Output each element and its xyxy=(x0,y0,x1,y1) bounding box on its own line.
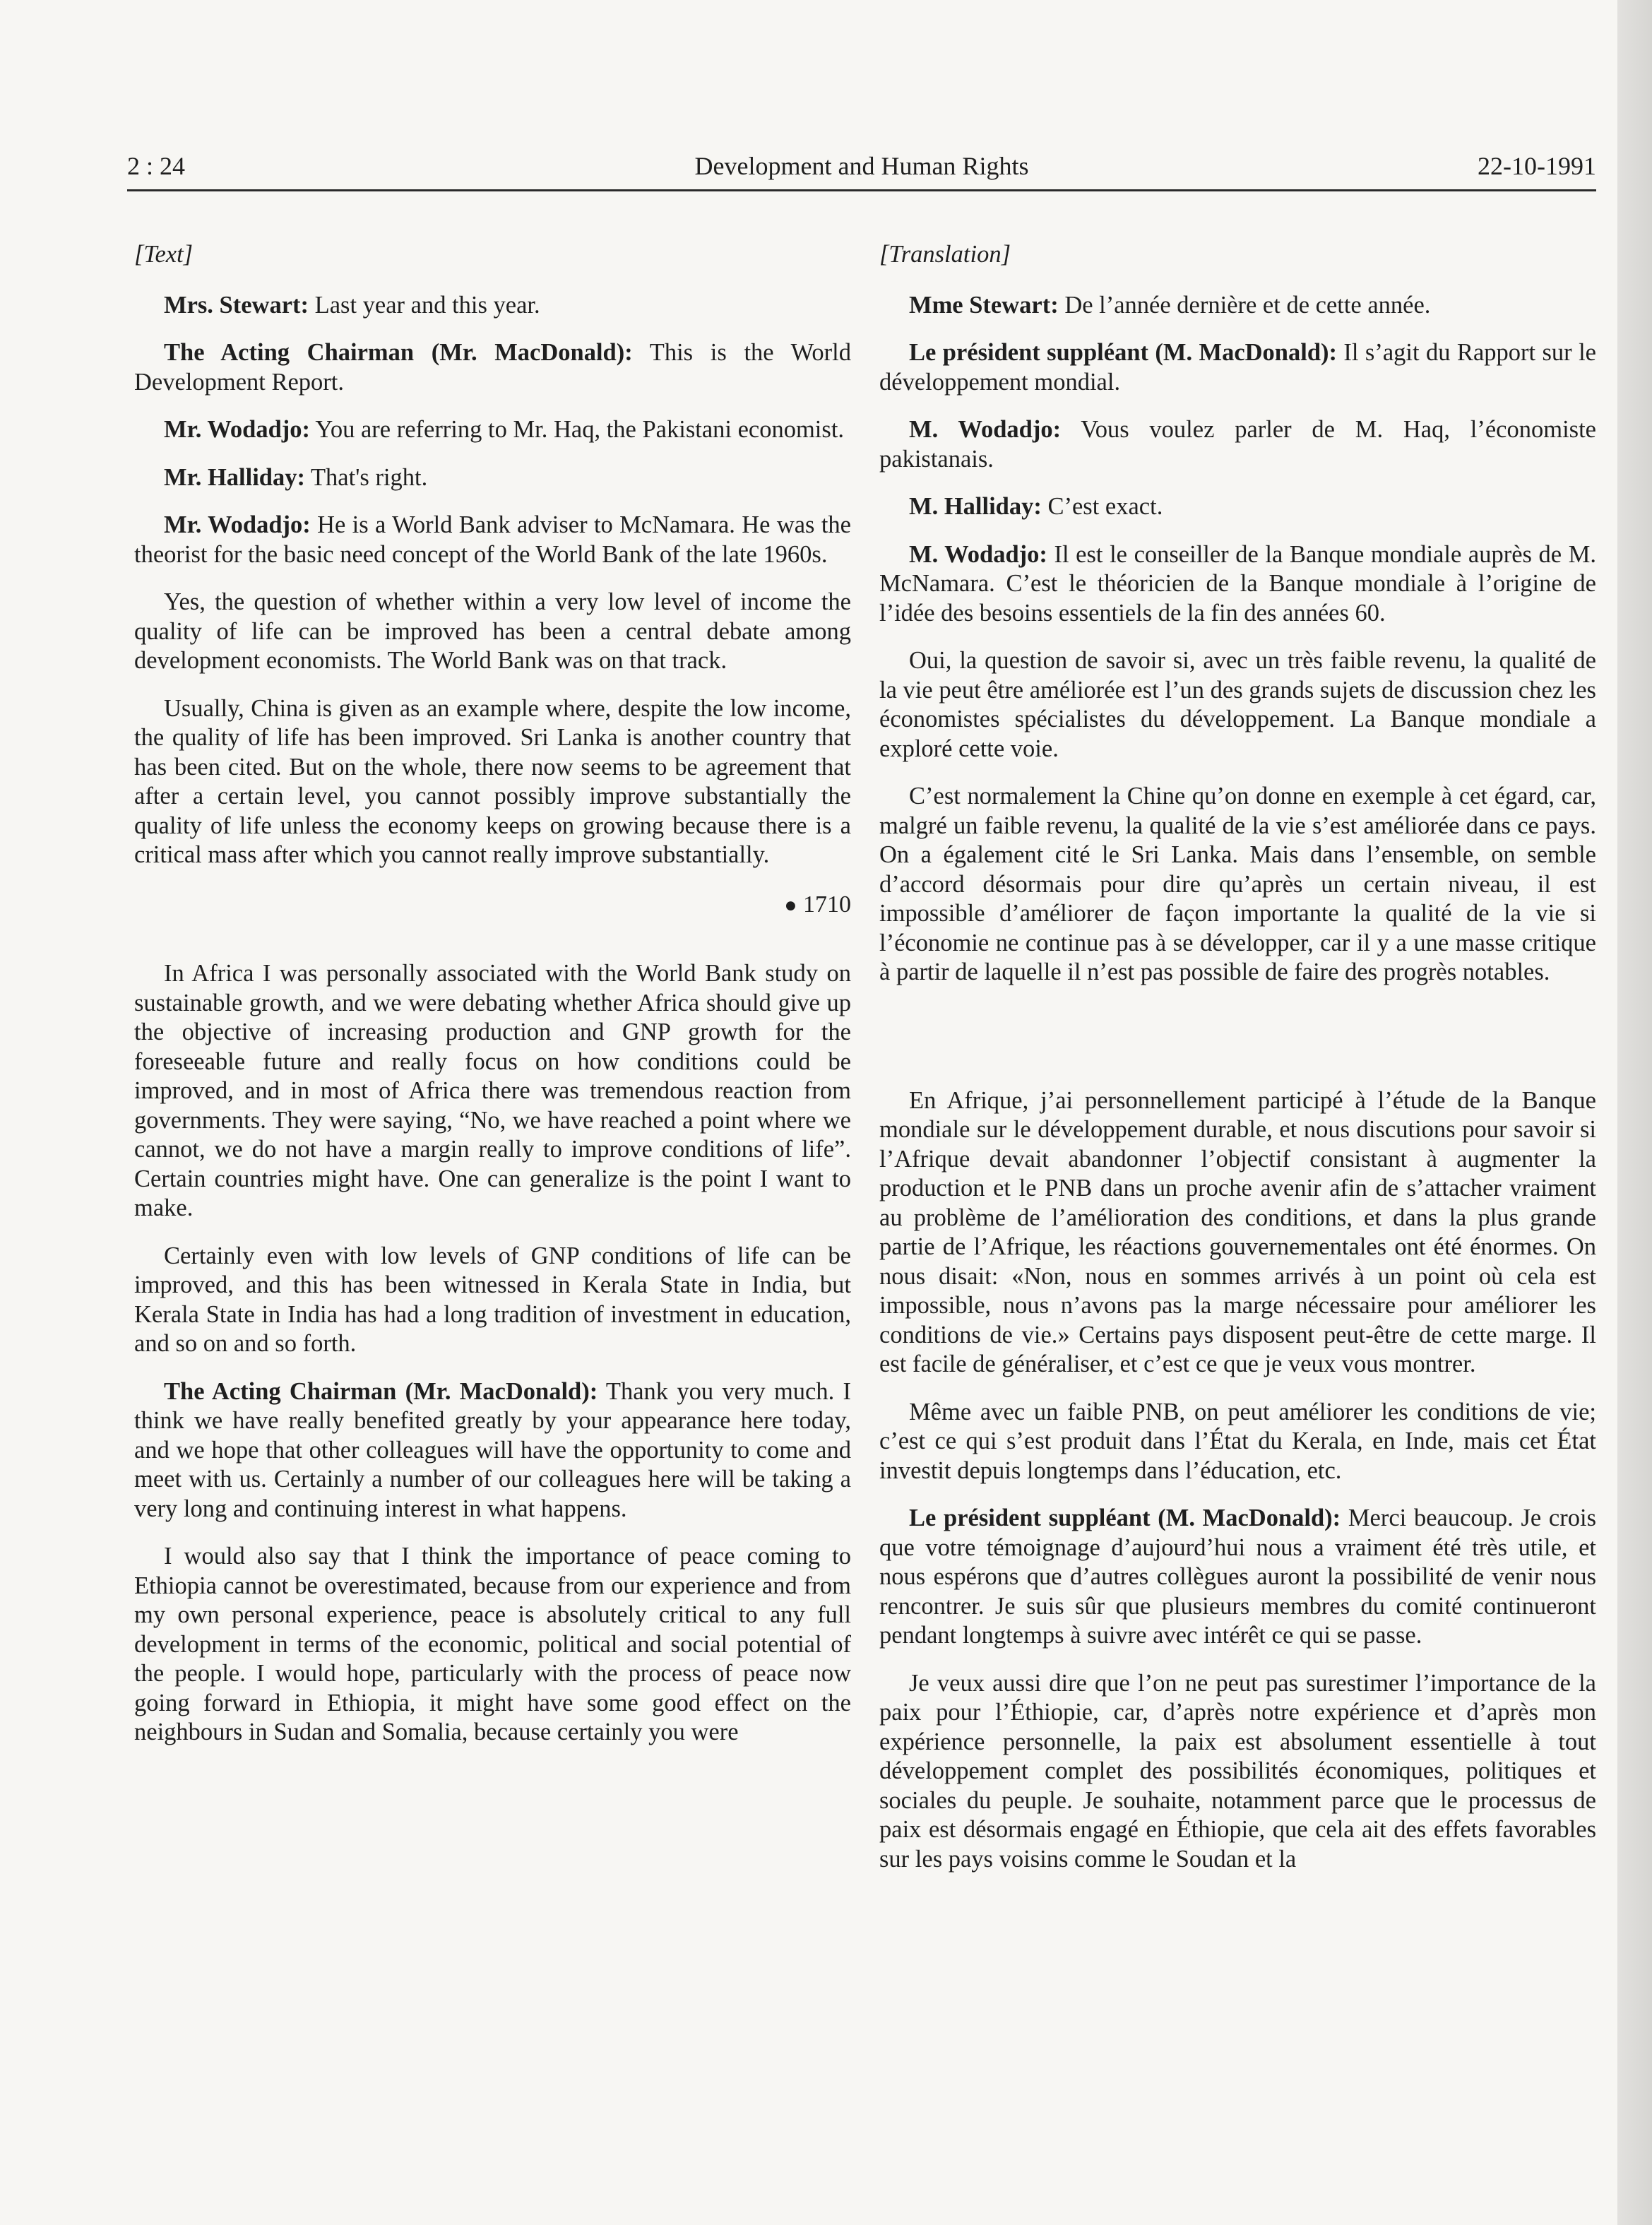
paragraph-text: You are referring to Mr. Haq, the Pakistani economist. xyxy=(310,416,845,443)
time-marker-value: 1710 xyxy=(803,891,851,918)
paragraph xyxy=(879,1669,1596,1875)
paragraph-text: Il est le conseiller de la Banque mondiale auprès de M. McNamara. C’est le théoricien de la Banque mondiale à l’origine de l’idée des besoins essentiels de la fin des années 60. xyxy=(879,540,1597,627)
paragraph xyxy=(134,338,851,397)
paragraph-text: De l’année dernière et de cette année. xyxy=(1058,291,1431,319)
speaker-name: Mme Stewart: xyxy=(909,291,1059,319)
paragraph xyxy=(879,492,1596,522)
page-number: 2 : 24 xyxy=(127,152,186,180)
speaker-name: M. Wodadjo: xyxy=(909,416,1062,443)
paragraph xyxy=(879,782,1596,987)
paragraph-text: Vous voulez parler de M. Haq, l’économiste pakistanais. xyxy=(879,416,1596,473)
header-date: 22-10-1991 xyxy=(1478,152,1596,180)
paragraph-text: En Afrique, j’ai personnellement participé à l’étude de la Banque mondiale sur le développement durable, et nous discutions pour savoir si l’Afrique devait abandonner l’objectif consistant à augmenter la production et le PNB dans un proche avenir afin de s’attacher vraiment au problème de l’amélioration des conditions, et dans la plus grande partie de l’Afrique, les réactions gouvernementales ont été énormes. On nous disait: «Non, nous en sommes arrivés à un point où cela est impossible, nous n’avons pas la marge nécessaire pour améliorer les conditions de vie.» Certains pays disposent peut-être de cette marge. Il est facile de généraliser, et c’est ce que je veux vous montrer. xyxy=(879,1086,1596,1377)
paragraph-text: Je veux aussi dire que l’on ne peut pas surestimer l’importance de la paix pour l’Éthiopie, car, d’après notre expérience et d’après mon expérience personnelle, la paix est absolument essentielle à tout développement complet des possibilités économiques, politiques et sociales du peuple. Je souhaite, notamment parce que le processus de paix est désormais engagé en Éthiopie, que cela ait des effets favorables sur les pays voisins comme le Soudan et la xyxy=(879,1669,1596,1873)
paragraph-text: C’est normalement la Chine qu’on donne en exemple à cet égard, car, malgré un faible revenu, la qualité de la vie s’est améliorée dans ce pays. On a également cité le Sri Lanka. Mais dans l’ensemble, on semble d’accord désormais pour dire qu’après un certain niveau, il est impossible d’améliorer de façon importante la qualité de la vie si l’économie ne continue pas à se développer, car il y a une masse critique à partir de laquelle il n’est pas possible de faire des progrès notables. xyxy=(879,783,1596,985)
paragraph xyxy=(879,540,1596,629)
column-label: [Text] xyxy=(134,241,194,268)
paragraph-text: Merci beaucoup. Je crois que votre témoignage d’aujourd’hui nous a vraiment été très utile, et nous espérons que d’autres collègues auront la possibilité de venir nous rencontrer. Je suis sûr que plusieurs membres du comité continueront pendant longtemps à suivre avec intérêt ce qui se passe. xyxy=(879,1505,1596,1649)
french-paragraphs-continued xyxy=(879,1086,1596,1875)
paragraph xyxy=(134,291,851,321)
paragraph xyxy=(879,1504,1596,1651)
speaker-name: Mr. Wodadjo: xyxy=(164,511,311,538)
speaker-name: Mr. Wodadjo: xyxy=(164,416,311,443)
speaker-name: Le président suppléant (M. MacDonald): xyxy=(909,1505,1341,1531)
paragraph-text: In Africa I was personally associated with the World Bank study on sustainable growth, and we were debating whether Africa should give up the objective of increasing production and GNP growth for the foreseeable future and really focus on how conditions could be improved, and in most of Africa there was tremendous reaction from governments. They were saying, “No, we have reached a point where we cannot, we do not have a margin really to improve conditions of life”. Certain countries might have. One can generalize is the point I want to make. xyxy=(134,960,851,1221)
english-paragraphs xyxy=(134,291,851,870)
paragraph-text: That's right. xyxy=(304,463,428,491)
paragraph xyxy=(134,463,851,493)
paragraph xyxy=(879,1086,1596,1380)
speaker-name: Mrs. Stewart: xyxy=(164,291,309,319)
paragraph-text: Oui, la question de savoir si, avec un très faible revenu, la qualité de la vie peut être améliorée est l’un des grands sujets de discussion chez les économistes spécialistes du développement. La Banque mondiale a exploré cette voie. xyxy=(879,647,1596,762)
paragraph-text: Usually, China is given as an example where, despite the low income, the quality of life has been improved. Sri Lanka is another country that has been cited. But on the whole, there now seems to be agreement that after a certain level, you cannot possibly improve substantially the quality of life unless the economy keeps on growing because there is a critical mass after which you cannot really improve substantially. xyxy=(134,694,851,868)
paragraph xyxy=(134,1377,851,1524)
speaker-name: M. Halliday: xyxy=(909,493,1042,520)
bullet-icon: ● xyxy=(784,893,797,917)
page-edge xyxy=(1617,0,1652,2225)
column-label: [Translation] xyxy=(879,241,1011,268)
paragraph xyxy=(879,338,1596,397)
paragraph-text: Même avec un faible PNB, on peut améliorer les conditions de vie; c’est ce qui s’est produit dans l’État du Kerala, en Inde, mais cet État investit depuis longtemps dans l’éducation, etc. xyxy=(879,1398,1596,1484)
paragraph-text: This is the World Development Report. xyxy=(134,339,852,396)
paragraph xyxy=(134,1542,851,1748)
paragraph xyxy=(879,415,1596,474)
time-marker xyxy=(134,890,851,920)
speaker-name: The Acting Chairman (Mr. MacDonald): xyxy=(164,339,633,366)
paragraph-text: He is a World Bank adviser to McNamara. He was the theorist for the basic need concept of the World Bank of the late 1960s. xyxy=(134,511,851,568)
paragraph-text: I would also say that I think the importance of peace coming to Ethiopia cannot be overestimated, because from our experience and from my own personal experience, peace is absolutely critical to any full development in terms of the economic, political and social potential of the people. I would hope, particularly with the process of peace now going forward in Ethiopia, it might have some good effect on the neighbours in Sudan and Somalia, because certainly you were xyxy=(134,1543,851,1745)
paragraph-text: C’est exact. xyxy=(1041,493,1163,520)
french-column xyxy=(879,240,1596,1892)
paragraph xyxy=(134,959,851,1223)
paragraph-text: Il s’agit du Rapport sur le développement mondial. xyxy=(879,339,1596,396)
paragraph xyxy=(134,694,851,870)
paragraph xyxy=(134,588,851,676)
paragraph xyxy=(879,291,1596,321)
paragraph xyxy=(134,1242,851,1359)
running-header xyxy=(127,147,1596,191)
paragraph xyxy=(879,646,1596,764)
french-paragraphs xyxy=(879,291,1596,987)
paragraph-text: Thank you very much. I think we have really benefited greatly by your appearance here today, and we hope that other colleagues will have the opportunity to come and meet with us. Certainly a number of our colleagues here will be taking a very long and continuing interest in what happens. xyxy=(134,1377,852,1522)
speaker-name: Mr. Halliday: xyxy=(164,463,305,491)
speaker-name: The Acting Chairman (Mr. MacDonald): xyxy=(164,1377,598,1405)
header-title: Development and Human Rights xyxy=(694,152,1029,180)
paragraph-text: Certainly even with low levels of GNP conditions of life can be improved, and this has been witnessed in Kerala State in India, but Kerala State in India has had a long tradition of investment in education, and so on and so forth. xyxy=(134,1242,851,1357)
speaker-name: Le président suppléant (M. MacDonald): xyxy=(909,339,1337,366)
paragraph-text: Yes, the question of whether within a very low level of income the quality of life can be improved has been a central debate among development economists. The World Bank was on that track. xyxy=(134,588,851,674)
english-column xyxy=(134,240,851,1766)
paragraph xyxy=(134,511,851,569)
speaker-name: M. Wodadjo: xyxy=(909,540,1047,568)
paragraph xyxy=(879,1398,1596,1486)
paragraph xyxy=(134,415,851,445)
english-paragraphs-continued xyxy=(134,959,851,1748)
paragraph-text: Last year and this year. xyxy=(309,291,540,319)
